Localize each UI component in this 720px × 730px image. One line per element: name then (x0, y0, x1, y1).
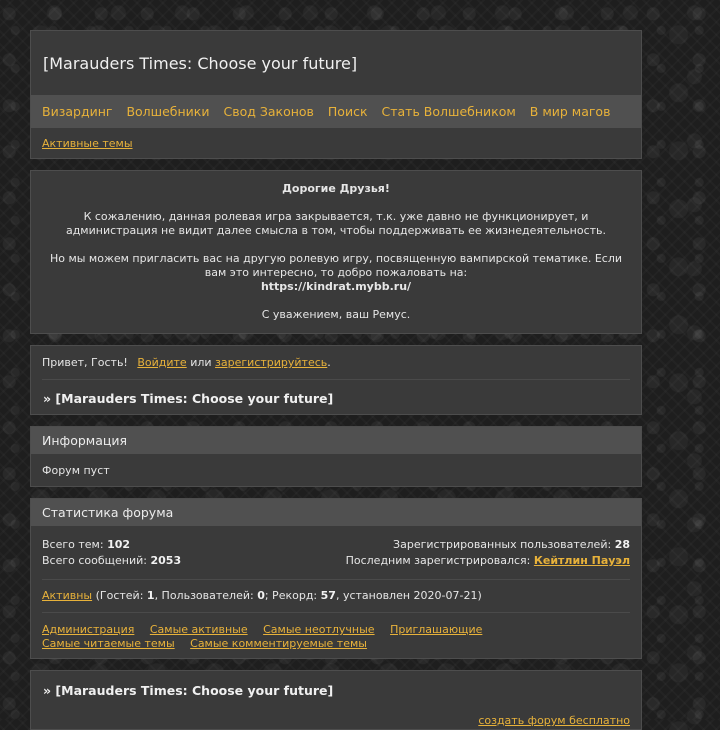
breadcrumb: » [Marauders Times: Choose your future] (43, 391, 334, 406)
link-most-active[interactable]: Самые активные (149, 623, 248, 636)
divider (42, 379, 630, 380)
stats-title: Статистика форума (31, 499, 641, 526)
link-most-commented-topics[interactable]: Самые комментируемые темы (190, 637, 367, 650)
total-topics-label: Всего тем: (42, 538, 104, 551)
sub-links (42, 137, 133, 150)
link-most-online[interactable]: Самые неотлучные (263, 623, 375, 636)
info-panel (30, 426, 642, 487)
announcement-para1: К сожалению, данная ролевая игра закрывается, т.к. уже давно не функционирует, и администрация не видит далее смысла в том, чтобы поддерживать ее жизнедеятельность. (65, 210, 607, 237)
register-link[interactable]: зарегистрируйтесь (215, 356, 328, 369)
active-topics-link[interactable]: Активные темы (42, 137, 133, 150)
forum-title: [Marauders Times: Choose your future] (43, 54, 358, 73)
last-registered-user-link[interactable]: Кейтлин Пауэл (533, 554, 630, 567)
announcement-panel (30, 170, 642, 334)
guest-greeting (42, 356, 331, 369)
registered-users-label: Зарегистрированных пользователей: (393, 538, 612, 551)
main-navbar (31, 95, 641, 128)
total-posts-label: Всего сообщений: (42, 554, 147, 567)
total-posts (42, 554, 181, 567)
stat-links (42, 623, 602, 651)
registered-users-value: 28 (614, 538, 630, 551)
forum-header (30, 30, 642, 159)
divider (42, 612, 630, 613)
link-most-read-topics[interactable]: Самые читаемые темы (42, 637, 175, 650)
footer-breadcrumb: » [Marauders Times: Choose your future] (43, 683, 334, 698)
total-topics-value: 102 (107, 538, 131, 551)
period-text: . (327, 356, 331, 369)
record-value: 57 (320, 589, 336, 602)
nav-enter-world[interactable]: В мир магов (529, 104, 611, 119)
members-value: 0 (257, 589, 265, 602)
link-administration[interactable]: Администрация (42, 623, 135, 636)
or-text: или (190, 356, 212, 369)
nav-wizards[interactable]: Волшебники (126, 104, 210, 119)
guests-value: 1 (146, 589, 155, 602)
greeting-text: Привет, Гость! (42, 356, 128, 369)
nav-wizarding[interactable]: Визардинг (42, 104, 113, 119)
nav-register[interactable]: Стать Волшебником (381, 104, 516, 119)
nav-search[interactable]: Поиск (327, 104, 368, 119)
total-posts-value: 2053 (150, 554, 182, 567)
guests-label: (Гостей: (95, 589, 144, 602)
online-link[interactable]: Активны (42, 589, 93, 602)
last-registered-label: Последним зарегистрировался: (345, 554, 531, 567)
total-topics (42, 538, 130, 551)
record-label: ; Рекорд: (264, 589, 318, 602)
info-title: Информация (31, 427, 641, 454)
nav-rules[interactable]: Свод Законов (223, 104, 314, 119)
login-link[interactable]: Войдите (137, 356, 187, 369)
announcement-signature: С уважением, ваш Ремус. (261, 308, 411, 321)
stats-panel (30, 498, 642, 659)
divider (42, 579, 630, 580)
info-body: Форум пуст (42, 464, 110, 477)
members-label: , Пользователей: (154, 589, 254, 602)
last-registered (346, 554, 630, 567)
announcement-url[interactable]: https://kindrat.mybb.ru/ (260, 280, 412, 293)
footer-panel (30, 670, 642, 730)
welcome-panel (30, 345, 642, 415)
announcement-heading: Дорогие Друзья! (282, 182, 390, 195)
announcement-para2: Но мы можем пригласить вас на другую ролевую игру, посвященную вампирской тематике. Если вам это интересно, то добро пожаловать на: (49, 252, 623, 279)
link-inviters[interactable]: Приглашающие (390, 623, 483, 636)
create-free-forum-link[interactable]: создать форум бесплатно (478, 714, 630, 727)
record-date: , установлен 2020-07-21) (335, 589, 482, 602)
online-summary (42, 589, 482, 602)
registered-users (393, 538, 630, 551)
